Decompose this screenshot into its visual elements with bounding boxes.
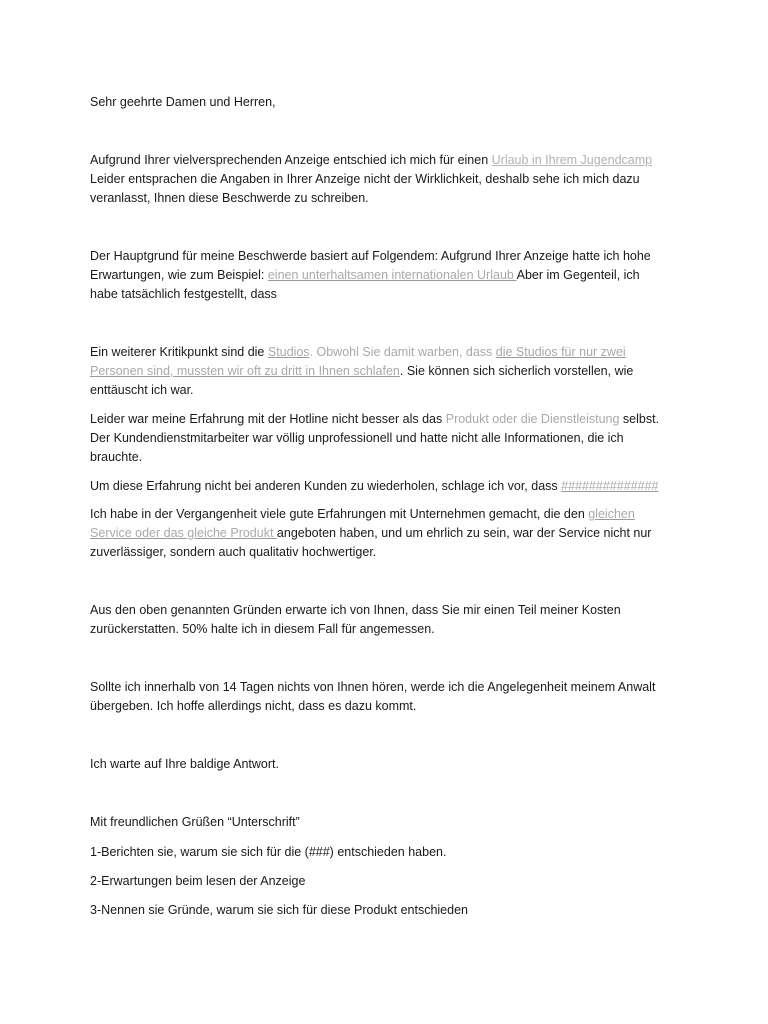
paragraph-text: selbst. <box>619 412 660 426</box>
note-text: 3-Nennen sie Gründe, warum sie sich für diese Produkt entschieden <box>90 903 468 917</box>
paragraph-text: Ein weiterer Kritikpunkt sind die <box>90 345 268 359</box>
placeholder-link: Service oder das gleiche Produkt <box>90 526 277 540</box>
paragraph-6-line-2 <box>90 524 651 543</box>
paragraph-text: Der Hauptgrund für meine Beschwerde basiert auf Folgendem: Aufgrund Ihrer Anzeige hatte ich hohe <box>90 249 651 263</box>
placeholder-text: Produkt oder die Dienstleistung <box>445 412 620 426</box>
paragraph-1-line-3 <box>90 189 369 208</box>
paragraph-text: zurückerstatten. 50% halte ich in diesem Fall für angemessen. <box>90 622 435 636</box>
salutation-text: Sehr geehrte Damen und Herren, <box>90 95 276 109</box>
closing-text: Mit freundlichen Grüßen “Unterschrift” <box>90 815 300 829</box>
paragraph-text: Der Kundendienstmitarbeiter war völlig unprofessionell und hatte nicht alle Informationen, die ich <box>90 431 624 445</box>
paragraph-3-line-1 <box>90 343 626 362</box>
paragraph-7-line-2 <box>90 620 435 639</box>
placeholder-link: gleichen <box>588 507 635 521</box>
note-text: 1-Berichten sie, warum sie sich für die (###) entschieden haben. <box>90 845 447 859</box>
paragraph-text: brauchte. <box>90 450 143 464</box>
placeholder-link: einen unterhaltsamen internationalen Urlaub <box>267 268 517 282</box>
paragraph-6-line-1 <box>90 505 635 524</box>
salutation <box>90 93 276 112</box>
paragraph-3-line-3 <box>90 381 194 400</box>
note-item <box>90 843 446 862</box>
paragraph-text: Aber im Gegenteil, ich <box>516 268 640 282</box>
paragraph-text: veranlasst, Ihnen diese Beschwerde zu schreiben. <box>90 191 369 205</box>
paragraph-7-line-1 <box>90 601 621 620</box>
paragraph-text: Leider war meine Erfahrung mit der Hotline nicht besser als das <box>90 412 446 426</box>
paragraph-text: Sollte ich innerhalb von 14 Tagen nichts von Ihnen hören, werde ich die Angelegenheit meinem Anwalt <box>90 680 656 694</box>
paragraph-text: Um diese Erfahrung nicht bei anderen Kunden zu wiederholen, schlage ich vor, dass <box>90 479 562 493</box>
paragraph-text: angeboten haben, und um ehrlich zu sein, war der Service nicht nur <box>276 526 652 540</box>
paragraph-8-line-2 <box>90 697 416 716</box>
paragraph-2-line-1 <box>90 247 651 266</box>
paragraph-text: zuverlässiger, sondern auch qualitativ hochwertiger. <box>90 545 377 559</box>
paragraph-text: Erwartungen, wie zum Beispiel: <box>90 268 268 282</box>
paragraph-text: . Sie können sich sicherlich vorstellen, wie <box>399 364 634 378</box>
closing-line <box>90 813 300 832</box>
placeholder-link: die Studios für nur zwei <box>495 345 626 359</box>
paragraph-4-line-3 <box>90 448 142 467</box>
paragraph-text: Aus den oben genannten Gründen erwarte ich von Ihnen, dass Sie mir einen Teil meiner Kosten <box>90 603 621 617</box>
paragraph-text: enttäuscht ich war. <box>90 383 194 397</box>
paragraph-text: Leider entsprachen die Angaben in Ihrer Anzeige nicht der Wirklichkeit, deshalb sehe ich mich dazu <box>90 172 640 186</box>
note-item <box>90 901 468 920</box>
paragraph-4-line-2 <box>90 429 624 448</box>
placeholder-link: Studios <box>267 345 310 359</box>
paragraph-6-line-3 <box>90 543 376 562</box>
paragraph-1-line-2 <box>90 170 640 189</box>
paragraph-1-line-1 <box>90 151 652 170</box>
paragraph-3-line-2 <box>90 362 633 381</box>
paragraph-text: Aufgrund Ihrer vielversprechenden Anzeige entschied ich mich für einen <box>90 153 492 167</box>
note-item <box>90 872 305 891</box>
placeholder-text: . Obwohl Sie damit warben, dass <box>309 345 496 359</box>
paragraph-text: habe tatsächlich festgestellt, dass <box>90 287 277 301</box>
placeholder-link: Personen sind, mussten wir oft zu dritt in Ihnen schlafen <box>90 364 400 378</box>
paragraph-2-line-3 <box>90 285 277 304</box>
paragraph-text: Ich warte auf Ihre baldige Antwort. <box>90 757 279 771</box>
paragraph-text: übergeben. Ich hoffe allerdings nicht, dass es dazu kommt. <box>90 699 417 713</box>
paragraph-8-line-1 <box>90 678 655 697</box>
placeholder-link: Urlaub in Ihrem Jugendcamp <box>491 153 653 167</box>
paragraph-9 <box>90 755 279 774</box>
placeholder-link: ############## <box>561 479 659 493</box>
paragraph-2-line-2 <box>90 266 640 285</box>
note-text: 2-Erwartungen beim lesen der Anzeige <box>90 874 306 888</box>
paragraph-4-line-1 <box>90 410 659 429</box>
paragraph-5-line-1 <box>90 477 658 496</box>
paragraph-text: Ich habe in der Vergangenheit viele gute Erfahrungen mit Unternehmen gemacht, die den <box>90 507 589 521</box>
